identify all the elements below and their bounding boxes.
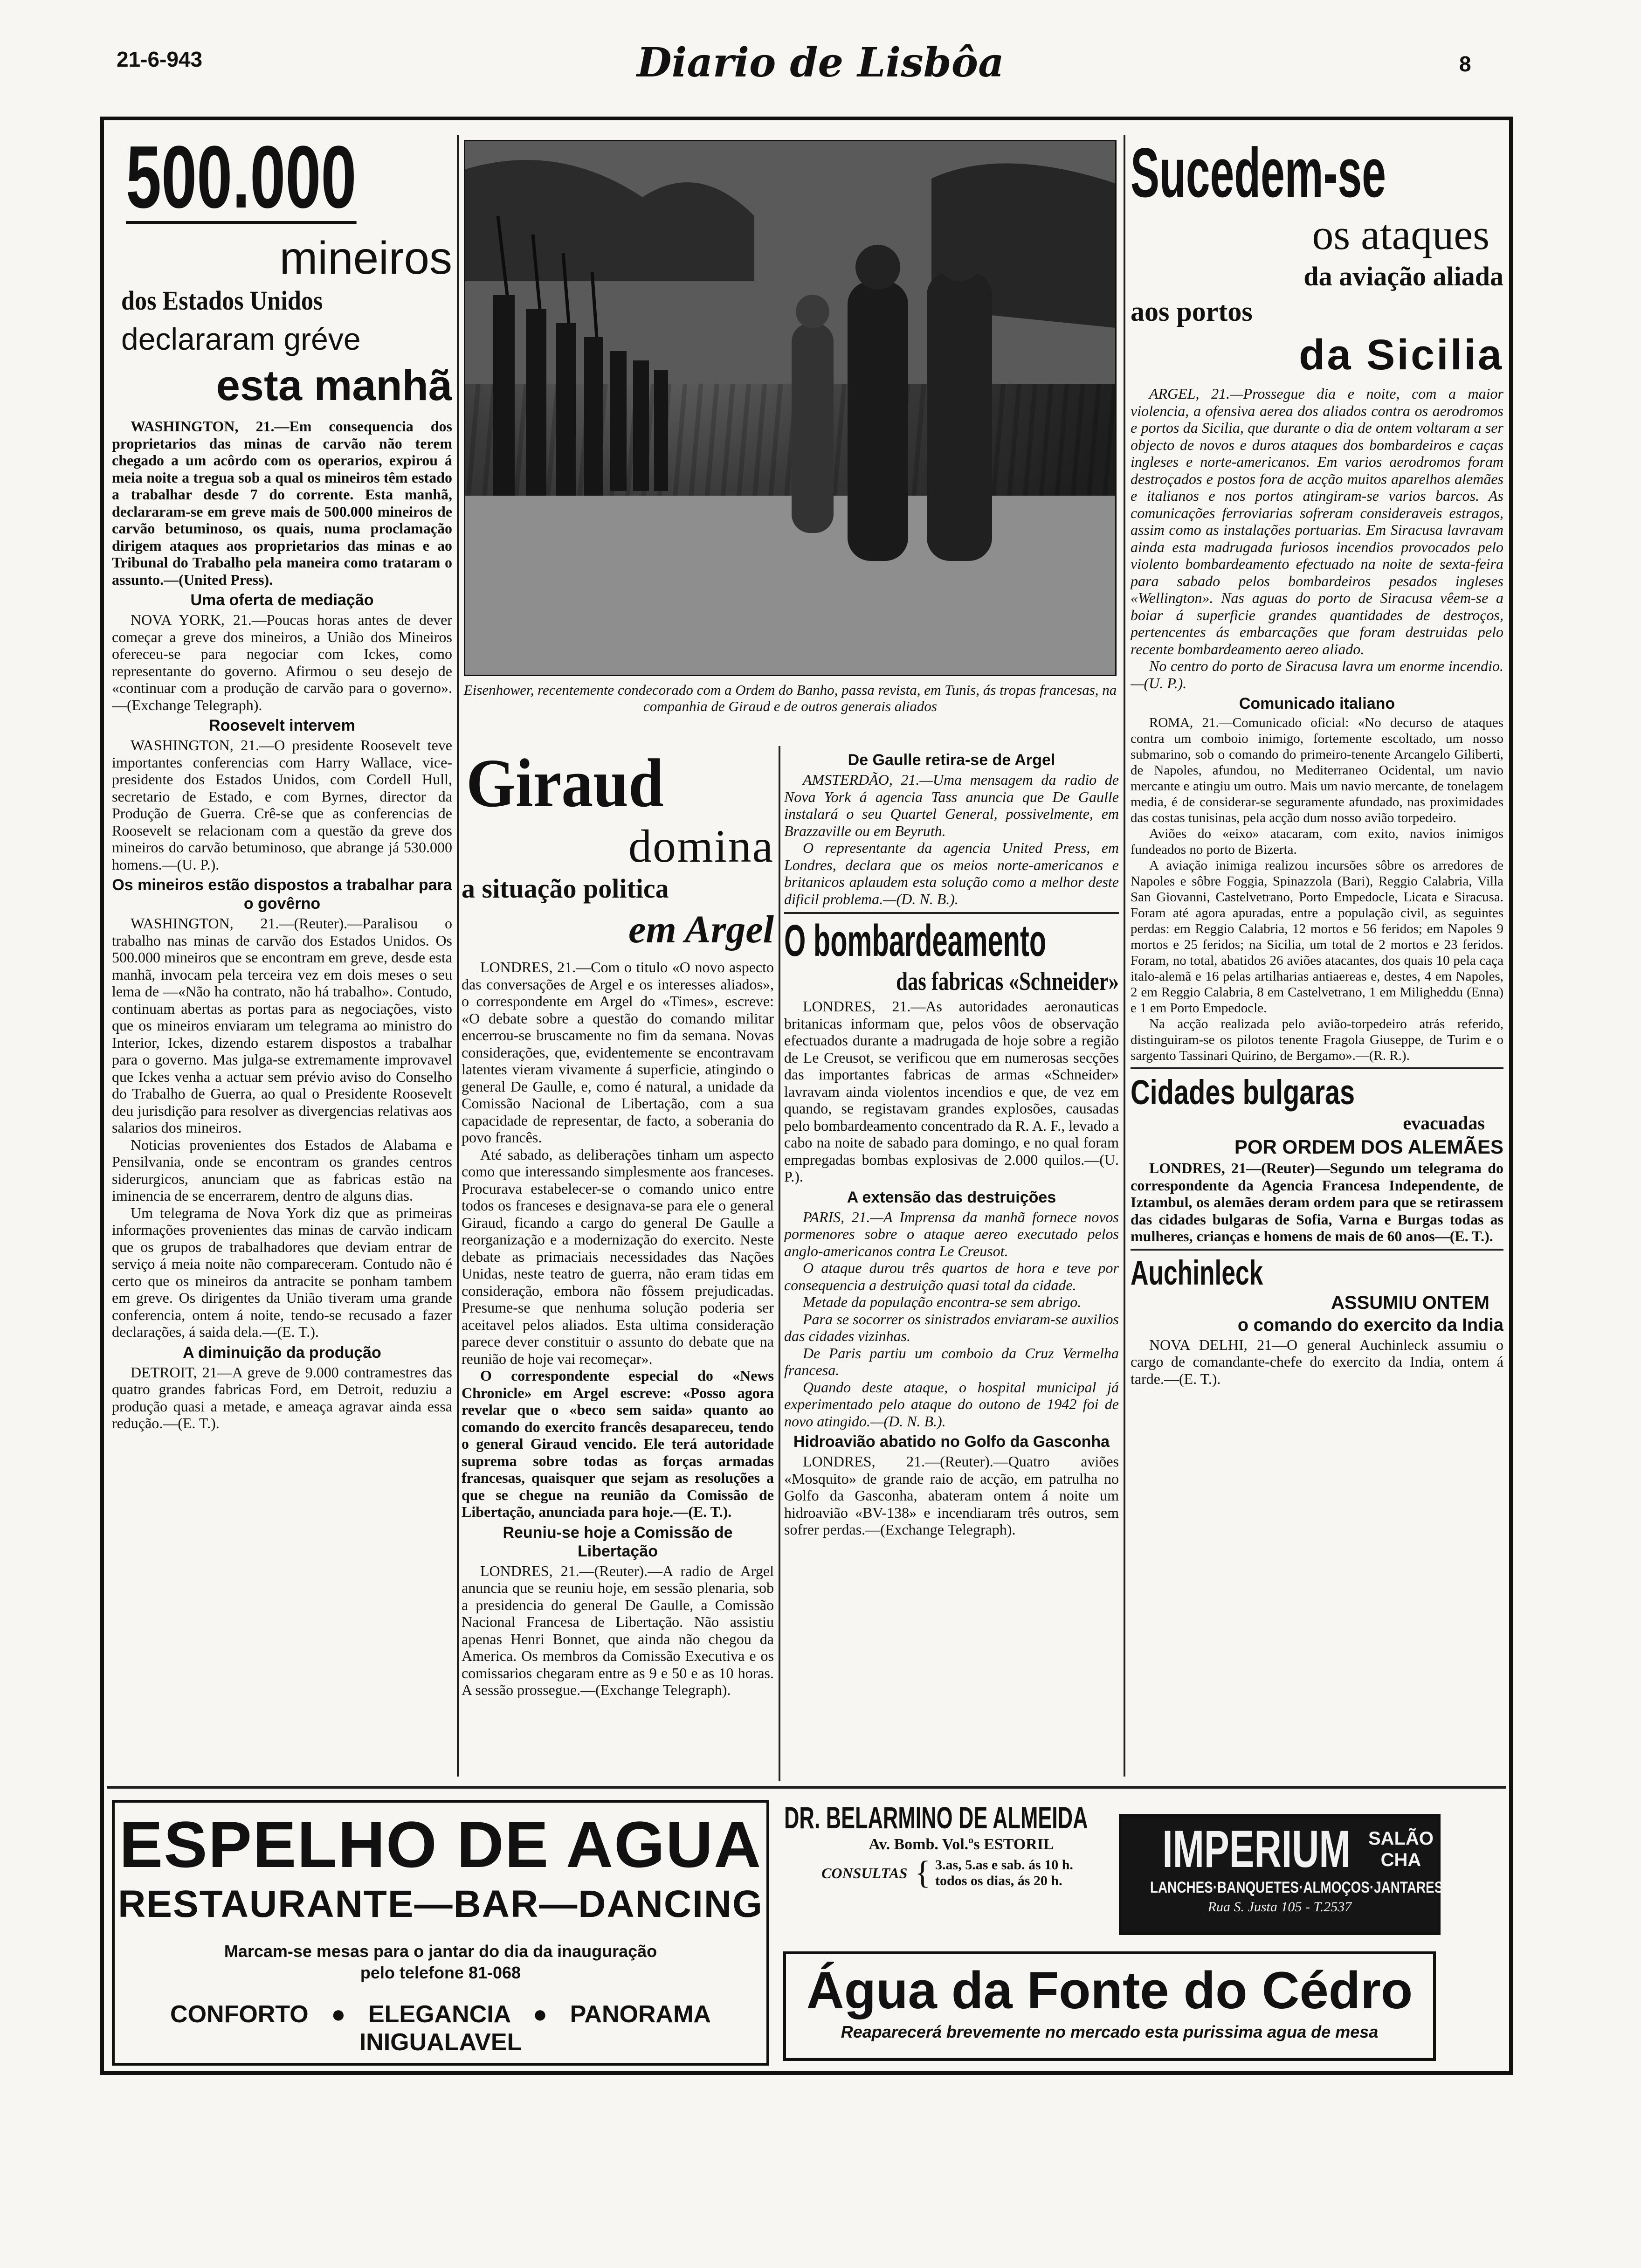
paragraph: LONDRES, 21.—As autoridades aeronauticas britanicas informam que, pelos vôos de observação efectuados durante a madrugada de hoje sobre a região de Le Creusot, se verificou que em numerosas secções das importantes fabricas de armas «Schneider» lavravam ainda violentos incendios e que, de vez em quando, se registavam grandes explosões, causadas pelo bombardeamento concentrado da R. A. F., levado a cabo na noite de sabado para domingo, e no qual foram empregadas bombas explosivas de 2.000 quilos.—(U. P.). xyxy=(784,998,1119,1185)
headline-number: 500.000 xyxy=(126,135,357,227)
headline-aviacao: da aviação aliada xyxy=(1303,261,1503,291)
paragraph: Na acção realizada pelo avião-torpedeiro atrás referido, distinguiram-se os pilotos tenente Fragola Giuseppe, de Turim e o sargento Tassinari Quirino, de Bergamo».—(R. R.). xyxy=(1131,1016,1503,1063)
ad-espelho-subtitle: RESTAURANTE—BAR—DANCING xyxy=(118,1883,763,1925)
headline-bombardeamento: O bombardeamento xyxy=(784,916,1047,966)
ad-espelho-de-agua xyxy=(112,1800,769,2066)
section-rule xyxy=(784,912,1119,914)
ad-agua-subtitle: Reaparecerá brevemente no mercado esta purissima agua de mesa xyxy=(841,2022,1379,2041)
paragraph: Noticias provenientes dos Estados de Alabama e Pensilvania, onde se encontram os grandes centros siderurgicos, anunciam que as fabricas estão na iminencia de se encerrarem, dentro de alguns dias. xyxy=(112,1136,452,1204)
ad-feature: PANORAMA INIGUALAVEL xyxy=(359,2001,711,2056)
paragraph: PARIS, 21.—A Imprensa da manhã fornece novos pormenores sobre o ataque aereo executado pelos anglo-americanos contra Le Creusot. xyxy=(784,1208,1119,1259)
headline-giraud: Giraud xyxy=(466,746,664,822)
ad-doctor-cons-1: 3.as, 5.as e sab. ás 10 h. xyxy=(935,1857,1073,1873)
headline-mineiros: mineiros xyxy=(279,232,452,284)
paragraph: Metade da população encontra-se sem abrigo. xyxy=(803,1293,1082,1310)
paragraph: A aviação inimiga realizou incursões sôbre os arredores de Napoles e sôbre Foggia, Spinazzola (Bari), Reggio Calabria, Villa San Giovanni, Castelvetrano, Porto Empedocle, Licata e Siracusa. Foram até agora apuradas, entre a população civil, as seguintes perdas: em Reggio Calabria, 12 mortos e 56 feridos; em Napoles 9 mortos e 25 feridos; na Sicilia, um total de 2 mortos e 23 feridos. Foram, no total, abatidos 26 aviões atacantes, dos quais 10 pela caça italo-alemã e 16 pelas artilharias antiaereas e, destes, 4 em Napoles, 2 em Reggio Calabria, 8 em Castelvetrano, 1 em Miligheddu (Enna) e 1 em Porto Empedocle. xyxy=(1131,858,1503,1016)
ad-doctor-cons-label: CONSULTAS xyxy=(821,1864,908,1881)
headline-auchinleck: Auchinleck xyxy=(1131,1253,1263,1292)
headline-evacuadas: evacuadas xyxy=(1403,1113,1485,1134)
ad-doctor xyxy=(784,1800,1110,1902)
news-photo xyxy=(464,140,1117,676)
subheading: Reuniu-se hoje a Comissão de Libertação xyxy=(503,1523,733,1560)
ad-agua-title: Água da Fonte do Cédro xyxy=(806,1961,1413,2019)
paragraph: LONDRES, 21.—Com o titulo «O novo aspecto das conversações de Argel e os interesses aliados», o correspondente em Argel do «Times», escreve: «O debate sobre a questão do comando militar encerrou-se bruscamente no fim da semana. Novas considerações, que, evidentemente se encontravam latentes vieram vivamente á superficie, atingindo o general De Gaulle, e, como é natural, a unidade da Comissão Nacional de Libertação, com a sua capacidade de representar, de facto, a soberania do povo francês. xyxy=(462,959,774,1146)
subheading: A diminuição da produção xyxy=(183,1343,381,1362)
ad-doctor-address: Av. Bomb. Vol.ºs ESTORIL xyxy=(869,1836,1054,1853)
column-rule xyxy=(1124,135,1125,1777)
paragraph: LONDRES, 21.—(Reuter).—A radio de Argel anuncia que se reuniu hoje, em sessão plenaria, sob a presidencia do general De Gaulle, a Comissão Nacional Francesa de Libertação. Não assistiu apenas Henri Bonnet, que ainda não chegou da America. Os membros da Comissão Executiva e os comissarios chegaram entre as 9 e 50 e as 10 horas. A sessão prossegue.—(Exchange Telegraph). xyxy=(462,1562,774,1698)
headline-sicilia: da Sicilia xyxy=(1299,331,1503,379)
ad-imperium-side2: CHA xyxy=(1380,1850,1421,1870)
ad-espelho-line1: Marcam-se mesas para o jantar do dia da inauguração xyxy=(224,1942,657,1961)
paragraph: De Paris partiu um comboio da Cruz Vermelha francesa. xyxy=(784,1344,1119,1378)
photo-caption: Eisenhower, recentemente condecorado com a Ordem do Banho, passa revista, em Tunis, ás tropas francesas, na companhia de Giraud e de outros generais aliados xyxy=(463,682,1117,714)
ad-espelho-line2: pelo telefone 81-068 xyxy=(360,1963,521,1982)
ad-imperium-address: Rua S. Justa 105 - T.2537 xyxy=(1207,1899,1352,1915)
headline-comando: o comando do exercito da India xyxy=(1237,1315,1503,1335)
page-number: 8 xyxy=(1459,52,1471,76)
road xyxy=(465,496,1115,675)
paragraph: Para se socorrer os sinistrados enviaram-se auxilios das cidades vizinhas. xyxy=(784,1310,1119,1344)
headline-ataques: os ataques xyxy=(1312,211,1489,258)
center-right-column xyxy=(784,751,1119,1786)
paragraph: Quando deste ataque, o hospital municipal já experimentado pelo ataque do outono de 1942 foi de novo atingido.—(D. N. B.). xyxy=(784,1378,1119,1430)
headline-situacao: a situação politica xyxy=(462,873,669,904)
subheading: Os mineiros estão dispostos a trabalhar para o govêrno xyxy=(112,876,452,913)
section-rule xyxy=(1131,1067,1503,1069)
column-rule xyxy=(457,135,459,1777)
ad-espelho-title: ESPELHO DE AGUA xyxy=(119,1808,762,1881)
subheading: Comunicado italiano xyxy=(1239,695,1395,712)
paragraph: WASHINGTON, 21.—O presidente Roosevelt teve importantes conferencias com Harry Wallace, vice-presidente dos Estados Unidos, com Cordell Hull, secretario de Estado, e com Byrnes, director da Produção de Guerra. Crê-se que as conferencias de Roosevelt se relacionam com a questão da greve dos mineiros do carvão betuminoso, que abrange já 530.000 homens.—(U. P.). xyxy=(112,737,452,873)
ad-doctor-name: DR. BELARMINO DE ALMEIDA xyxy=(784,1800,1088,1835)
ad-imperium-title: IMPERIUM xyxy=(1162,1820,1351,1878)
bullet-icon: ● xyxy=(331,2001,346,2028)
ads-separator xyxy=(107,1786,1506,1789)
ad-doctor-cons-2: todos os dias, ás 20 h. xyxy=(935,1873,1062,1888)
paragraph: Um telegrama de Nova York diz que as primeiras informações provenientes das minas de carvão indicam que os grupos de trabalhadores que deviam entrar de serviço á meia noite não compareceram. Contudo não é certo que os mineiros da antracite se ponham tambem em greve. Os dirigentes da União tiveram uma grande conferencia, ontem á noite, tendo-se recusado a fazer declarações, á saida dela.—(E. T.). xyxy=(112,1204,452,1340)
page-date: 21-6-943 xyxy=(117,47,203,71)
ad-imperium-side1: SALÃO xyxy=(1368,1828,1434,1849)
ad-feature: CONFORTO xyxy=(170,2001,309,2028)
subheading: Uma oferta de mediação xyxy=(190,591,374,609)
ad-agua-cedro xyxy=(783,1951,1436,2061)
section-rule xyxy=(1131,1249,1503,1251)
paragraph: Aviões do «eixo» atacaram, com exito, navios inimigos fundeados no porto de Bizerta. xyxy=(1131,826,1503,857)
headline-cidades-bulgaras: Cidades bulgaras xyxy=(1131,1073,1355,1112)
masthead: Diario de Lisbôa xyxy=(637,39,1004,86)
paragraph: LONDRES, 21—(Reuter)—Segundo um telegrama do correspondente da Agencia Francesa Independente, de Iztambul, os alemães deram ordem para que se retirassem das cidades bulgaras de Sofia, Varna e Burgas todas as mulheres, crianças e homens de mais de 60 anos—(E. T.). xyxy=(1131,1160,1503,1245)
column-rule xyxy=(779,746,780,1781)
paragraph: Até sabado, as deliberações tinham um aspecto como que interessando simplesmente aos franceses. Procurava estabelecer-se o comando unico entre todos os franceses e designava-se para ele o general Giraud, ficando a cargo do general De Gaulle a reorganização e a modernização do exercito. Neste debate as primaciais necessidades das Nações Unidas, neste teatro de guerra, não eram tidas em consideração, embora não fôssem prejudicadas. Presume-se que nenhuma solução poderia ser aceitavel pelos aliados. Esta ultima consideração parece dever constituir o assunto do debate que na reunião de hoje vai recomeçar». xyxy=(462,1146,774,1367)
subheading: Hidroavião abatido no Golfo da Gasconha xyxy=(793,1433,1110,1451)
lead-paragraph: WASHINGTON, 21.—Em consequencia dos proprietarios das minas de carvão não terem chegado a um acôrdo com os operarios, expirou á meia noite a tregua sob a qual os mineiros têm estado a trabalhar desde 7 do corrente. Esta manhã, declararam-se em greve mais de 500.000 mineiros de carvão betuminoso, os quais, numa proclamação dirigem ataques aos proprietarios das minas e ao Tribunal do Trabalho pela maneira como trataram o assunto.—(United Press). xyxy=(112,418,452,588)
headline-estados-unidos: dos Estados Unidos xyxy=(121,285,323,316)
paragraph: O correspondente especial do «News Chronicle» em Argel escreve: «Posso agora revelar que o «beco sem saida» quanto ao comando do exercito francês desapareceu, tendo o general Giraud vencido. Ele terá autoridade suprema sobre todas as forças armadas francesas, quaisquer que sejam as resoluções a que se chegue na reunião da Comissão de Libertação, anunciada para hoje.—(E. T.). xyxy=(462,1367,774,1520)
right-column xyxy=(1131,135,1503,1786)
headline-sucedem: Sucedem-se xyxy=(1131,135,1386,212)
left-column xyxy=(112,135,452,1786)
paragraph: ARGEL, 21.—Prossegue dia e noite, com a maior violencia, a ofensiva aerea dos aliados contra os aerodromos e portos da Sicilia, que durante o dia de ontem voltaram a ser objecto de novos e duros ataques dos bombardeiros e caças ingleses e norte-americanos. Em varios aerodromos foram destroçados e postos fora de acção muitos aparelhos alemães e italianos e nos portos atingiram-se varios barcos. As comunicações ferroviarias sofreram consideraveis estragos, assim como as instalações portuarias. Em Siracusa lavravam ainda esta madrugada furiosos incendios provocados pelo violento bombardeamento efectuado na noite de sexta-feira para sabado pelos bombardeiros pesados ingleses «Wellington». Nas aguas do porto de Siracusa vêem-se a boiar á superficie grandes quantidades de destroços, pertencentes ás embarcações que foram destruidas pelo recente bombardeamento aereo aliado. xyxy=(1131,385,1503,657)
paragraph: WASHINGTON, 21.—(Reuter).—Paralisou o trabalho nas minas de carvão dos Estados Unidos. Os 500.000 mineiros que se encontram em greve, desde esta manhã, invocam pela terceira vez em dois meses o seu lema de —«Não ha contrato, não há trabalho». Contudo, continuam abertas as portas para as negociações, visto que os mineiros enviaram um telegrama ao ministro do Interior, Ickes, dizendo estarem dispostos a trabalhar para o governo. Mas julga-se extremamente improvavel que Ickes venha a actuar sem prévio aviso do Conselho do Trabalho de Guerra, ao qual o Presidente Roosevelt deu jurisdição para resolver as divergencias relativas aos salarios dos mineiros. xyxy=(112,915,452,1136)
paragraph: NOVA DELHI, 21—O general Auchinleck assumiu o cargo de comandante-chefe do exercito da India, ontem á tarde.—(E. T.). xyxy=(1131,1336,1503,1387)
headline-por-ordem: POR ORDEM DOS ALEMÃES xyxy=(1234,1136,1503,1158)
paragraph: LONDRES, 21.—(Reuter).—Quatro aviões «Mosquito» de grande raio de acção, em patrulha no Golfo da Gasconha, abateram ontem á noite um hidroavião «BV-138» e incendiaram três outros, sem sofrer perdas.—(Exchange Telegraph). xyxy=(784,1453,1119,1538)
ad-imperium xyxy=(1119,1814,1441,1935)
brace-icon: { xyxy=(915,1855,931,1891)
subheading: De Gaulle retira-se de Argel xyxy=(848,751,1055,769)
paragraph: NOVA YORK, 21.—Poucas horas antes de dever começar a greve dos mineiros, a União dos Mineiros ofereceu-se para negociar com Ickes, como representante do governo. Afirmou o seu desejo de «continuar com a produção de carvão para o governo».—(Exchange Telegraph). xyxy=(112,611,452,713)
headline-portos: aos portos xyxy=(1131,296,1253,327)
paragraph: No centro do porto de Siracusa lavra um enorme incendio.—(U. P.). xyxy=(1131,657,1503,691)
headline-assumiu: ASSUMIU ONTEM xyxy=(1331,1292,1489,1313)
bullet-icon: ● xyxy=(532,2001,548,2028)
paragraph: O ataque durou três quartos de hora e teve por consequencia a destruição quasi total da cidade. xyxy=(784,1259,1119,1293)
paragraph: DETROIT, 21—A greve de 9.000 contramestres das quatro grandes fabricas Ford, em Detroit, reduziu a produção quasi a metade, e ameaça agravar ainda essa redução.—(E. T.). xyxy=(112,1363,452,1431)
headline-schneider: das fabricas «Schneider» xyxy=(896,967,1119,996)
paragraph: ROMA, 21.—Comunicado oficial: «No decurso de ataques contra um comboio inimigo, fortemente escoltado, um nosso submarino, sob o comando do primeiro-tenente Arcangelo Giliberti, de Napoles, afundou, no Mediterraneo Ocidental, um navio mercante e atingiu um outro. Mais um navio mercante, de tonelagem media, é de considerar-se seguramente afundado, nas proximidades das costas tunisinas, pela acção dum nosso avião torpedeiro. xyxy=(1131,715,1503,825)
photo-scene xyxy=(465,141,1115,675)
paragraph: AMSTERDÃO, 21.—Uma mensagem da radio de Nova York á agencia Tass anuncia que De Gaulle instalará o seu Quartel General, possivelmente, em Brazzaville ou em Beyruth. xyxy=(784,771,1119,839)
subheading: Roosevelt intervem xyxy=(209,717,355,734)
subheading: A extensão das destruições xyxy=(847,1188,1056,1206)
ad-doctor-consultas xyxy=(784,1857,1110,1889)
headline-domina: domina xyxy=(628,820,774,872)
headline-declararam: declararam gréve xyxy=(121,322,361,356)
ad-feature: ELEGANCIA xyxy=(368,2001,510,2028)
headline-esta-manha: esta manhã xyxy=(216,362,452,409)
headline-em-argel: em Argel xyxy=(628,908,774,951)
ad-imperium-sub: LANCHES·BANQUETES·ALMOÇOS·JANTARES xyxy=(1150,1879,1443,1896)
ad-espelho-features xyxy=(115,2000,766,2056)
center-left-column xyxy=(462,746,774,1786)
paragraph: O representante da agencia United Press, em Londres, declara que os meios norte-americanos e britanicos aplaudem esta solução como a melhor deste dificil problema.—(D. N. B.). xyxy=(784,839,1119,907)
